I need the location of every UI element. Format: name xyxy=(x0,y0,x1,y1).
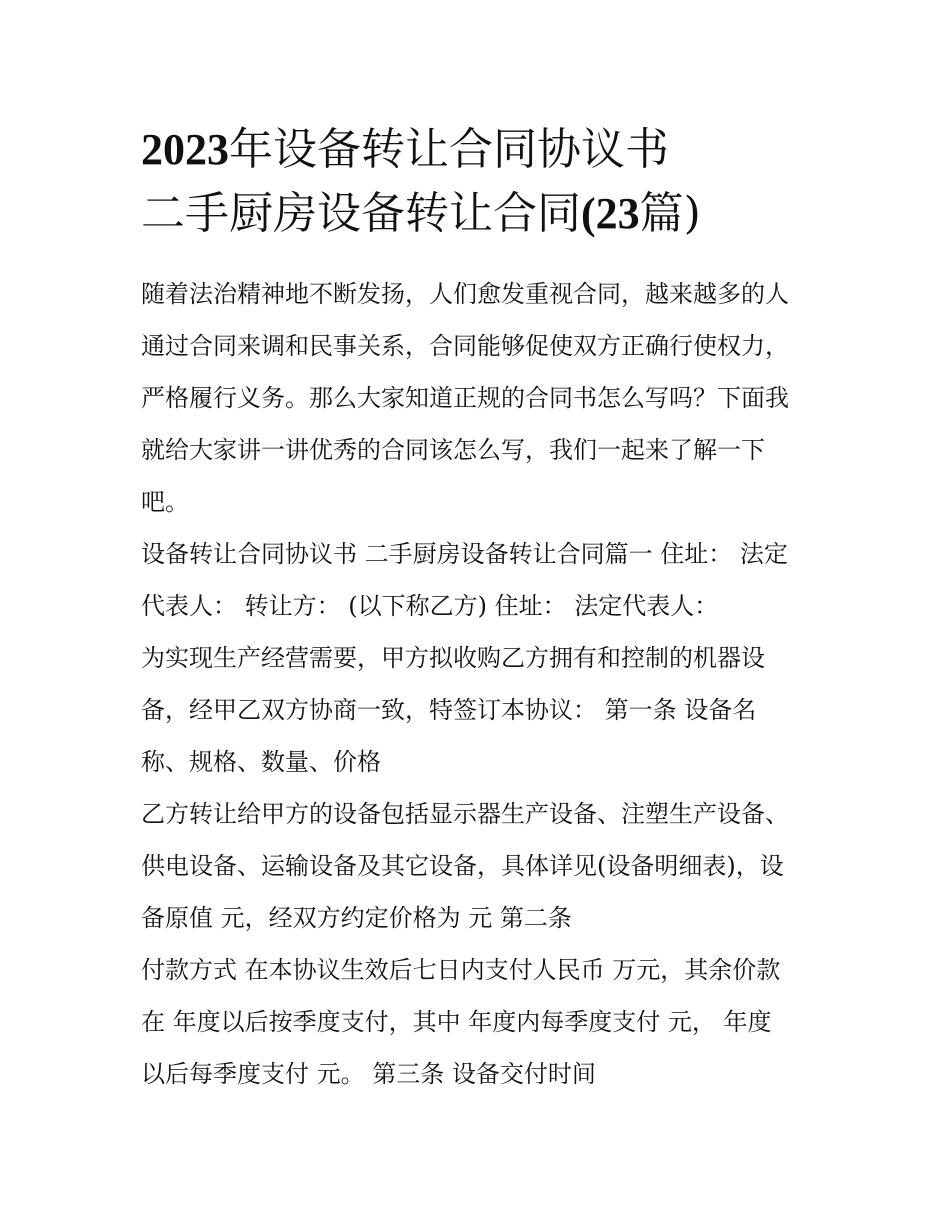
text-line: 吧。 xyxy=(141,488,189,516)
title-count: (23 xyxy=(581,189,640,238)
title-line-2 xyxy=(141,182,831,246)
text-line: 通过合同来调和民事关系，合同能够促使双方正确行使权力， xyxy=(141,332,789,360)
text-line: 设备转让合同协议书 二手厨房设备转让合同篇一 住址： 法定 xyxy=(141,540,788,568)
paragraph-equipment xyxy=(141,788,831,944)
title-year: 2023 xyxy=(141,125,229,174)
title-line-1-text: 年设备转让合同协议书 xyxy=(229,124,669,175)
text-line: 随着法治精神地不断发扬，人们愈发重视合同，越来越多的人 xyxy=(141,280,789,308)
text-line: 代表人： 转让方： (以下称乙方) 住址： 法定代表人： xyxy=(141,592,719,620)
text-line: 乙方转让给甲方的设备包括显示器生产设备、注塑生产设备、 xyxy=(141,800,789,828)
text-line: 称、规格、数量、价格 xyxy=(141,748,381,776)
text-line: 就给大家讲一讲优秀的合同该怎么写，我们一起来了解一下 xyxy=(141,436,765,464)
text-line: 备，经甲乙双方协商一致，特签订本协议： 第一条 设备名 xyxy=(141,696,757,724)
document-body xyxy=(141,268,831,1100)
title-line-2-suffix: 篇) xyxy=(639,188,701,239)
paragraph-payment xyxy=(141,944,831,1100)
text-line: 备原值 元，经双方约定价格为 元 第二条 xyxy=(141,904,572,932)
title-line-1 xyxy=(141,118,831,182)
paragraph-intro xyxy=(141,268,831,528)
text-line: 以后每季度支付 元。 第三条 设备交付时间 xyxy=(141,1060,596,1088)
paragraph-parties xyxy=(141,528,831,632)
document-title xyxy=(141,118,831,246)
text-line: 严格履行义务。那么大家知道正规的合同书怎么写吗？下面我 xyxy=(141,384,789,412)
paragraph-purpose xyxy=(141,632,831,788)
text-line: 为实现生产经营需要，甲方拟收购乙方拥有和控制的机器设 xyxy=(141,644,765,672)
text-line: 供电设备、运输设备及其它设备，具体详见(设备明细表)，设 xyxy=(141,852,784,880)
text-line: 在 年度以后按季度支付，其中 年度内每季度支付 元， 年度 xyxy=(141,1008,772,1036)
text-line: 付款方式 在本协议生效后七日内支付人民币 万元，其余价款 xyxy=(141,956,781,984)
document-page xyxy=(141,118,831,1100)
title-line-2-prefix: 二手厨房设备转让合同 xyxy=(141,188,581,239)
